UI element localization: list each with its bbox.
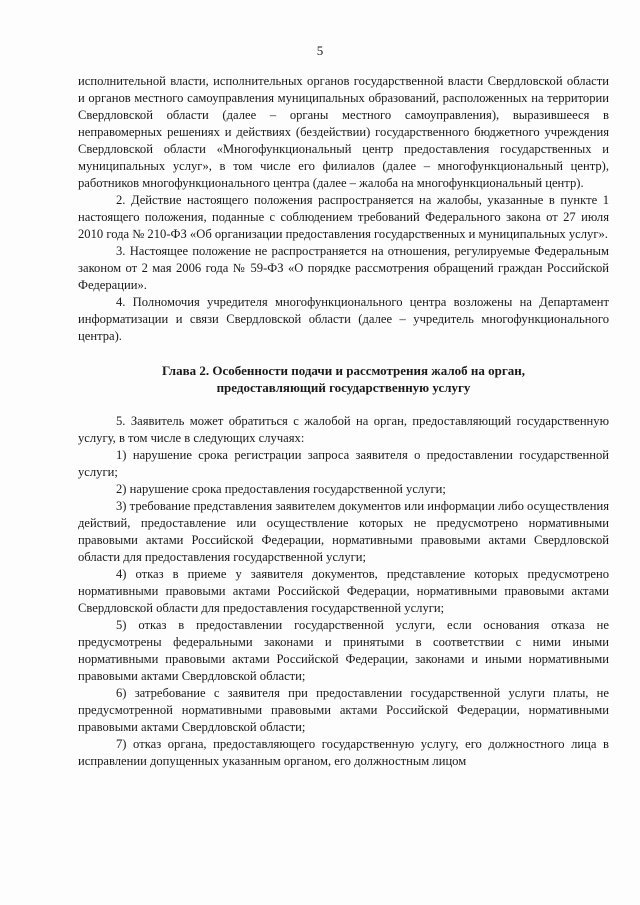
list-item-6: 6) затребование с заявителя при предоставлении государственной услуги платы, не предусмотренной нормативными правовыми актами Российской Федерации, нормативными правовыми актами Свердловской области; (78, 686, 609, 734)
list-item-3: 3) требование представления заявителем документов или информации либо осуществления действий, предоставление или осуществление которых не предусмотрено нормативными правовыми актами Российской Федерации, нормативными правовыми актами Свердловской области для предоставления государственной услуги; (78, 499, 609, 564)
list-item-7: 7) отказ органа, предоставляющего государственную услугу, его должностного лица в исправлении допущенных указанным органом, его должностным лицом (78, 737, 609, 768)
list-item-2: 2) нарушение срока предоставления государственной услуги; (116, 482, 446, 496)
paragraph-item-5: 5. Заявитель может обратиться с жалобой на орган, предоставляющий государственную услугу, в том числе в следующих случаях: (78, 414, 609, 445)
paragraph-continuation: исполнительной власти, исполнительных органов государственной власти Свердловской области и органов местного самоуправления муниципальных образований, расположенных на территории Свердловской области (далее – органы местного самоуправления), выразившееся в неправомерных решениях и действиях (бездействии) государственного бюджетного учреждения Свердловской области «Многофункциональный центр предоставления государственных и муниципальных услуг», в том числе его филиалов (далее – многофункциональный центр), работников многофункционального центра (далее – жалоба на многофункциональный центр). (78, 74, 609, 190)
chapter-heading: Глава 2. Особенности подачи и рассмотрения жалоб на орган, предоставляющий государственную услугу (162, 363, 525, 395)
list-item-5: 5) отказ в предоставлении государственной услуги, если основания отказа не предусмотрены федеральными законами и принятыми в соответствии с ними иными нормативными правовыми актами Российской Федерации, законами и иными нормативными правовыми актами Свердловской области; (78, 618, 609, 683)
paragraph-item-2: 2. Действие настоящего положения распространяется на жалобы, указанные в пункте 1 настоящего положения, поданные с соблюдением требований Федерального закона от 27 июля 2010 года № 210-ФЗ «Об организации предоставления государственных и муниципальных услуг». (78, 193, 609, 241)
page-number: 5 (316, 43, 324, 58)
list-item-1: 1) нарушение срока регистрации запроса заявителя о предоставлении государственной услуги; (78, 448, 609, 479)
paragraph-item-4: 4. Полномочия учредителя многофункционального центра возложены на Департамент информатизации и связи Свердловской области (далее – учредитель многофункционального центра). (78, 295, 609, 343)
document-body (78, 73, 609, 770)
paragraph-item-3: 3. Настоящее положение не распространяется на отношения, регулируемые Федеральным законом от 2 мая 2006 года № 59-ФЗ «О порядке рассмотрения обращений граждан Российской Федерации». (78, 244, 609, 292)
list-item-4: 4) отказ в приеме у заявителя документов, представление которых предусмотрено нормативными правовыми актами Российской Федерации, нормативными правовыми актами Свердловской области для предоставления государственной услуги; (78, 567, 609, 615)
